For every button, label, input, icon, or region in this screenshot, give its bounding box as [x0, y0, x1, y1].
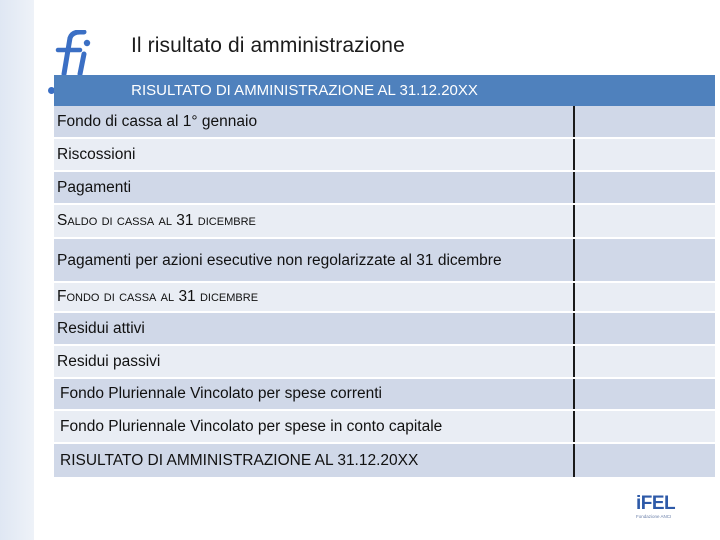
- slide-title: Il risultato di amministrazione: [131, 34, 405, 57]
- risultato-table: [54, 75, 715, 477]
- table-row: [54, 239, 715, 283]
- table-row: [54, 283, 715, 313]
- row-value: [575, 313, 715, 344]
- table-row: [54, 106, 715, 139]
- row-label: Residui attivi: [54, 313, 575, 344]
- row-value: [575, 346, 715, 377]
- row-value: [575, 444, 715, 477]
- row-value: [575, 239, 715, 281]
- row-label: Fondo Pluriennale Vincolato per spese in conto capitale: [54, 411, 575, 442]
- row-label: Fondo di cassa al 31 dicembre: [54, 283, 575, 311]
- row-label: Residui passivi: [54, 346, 575, 377]
- table-row: [54, 379, 715, 411]
- table-row: [54, 411, 715, 444]
- row-value: [575, 411, 715, 442]
- row-label: Saldo di cassa al 31 dicembre: [54, 205, 575, 237]
- row-value: [575, 283, 715, 311]
- ifel-logo: [636, 494, 676, 526]
- row-label: Pagamenti per azioni esecutive non regolarizzate al 31 dicembre: [54, 239, 575, 281]
- row-value: [575, 139, 715, 170]
- left-decorative-band: [0, 0, 34, 540]
- table-row: [54, 205, 715, 239]
- row-value: [575, 172, 715, 203]
- table-row-total: [54, 444, 715, 477]
- table-row: [54, 346, 715, 379]
- row-label: Riscossioni: [54, 139, 575, 170]
- ifel-brand-text: iFEL: [636, 493, 676, 514]
- table-row: [54, 172, 715, 205]
- row-value: [575, 106, 715, 137]
- ifel-tagline: Fondazione ANCI: [636, 514, 672, 519]
- table-row: [54, 313, 715, 346]
- table-row: [54, 139, 715, 172]
- row-label: Fondo di cassa al 1° gennaio: [54, 106, 575, 137]
- table-header: [54, 75, 715, 106]
- row-label: Pagamenti: [54, 172, 575, 203]
- table-header-text: RISULTATO DI AMMINISTRAZIONE AL 31.12.20XX: [131, 82, 478, 99]
- row-value: [575, 379, 715, 409]
- fi-brand-icon: [54, 30, 102, 76]
- row-value: [575, 205, 715, 237]
- row-label: Fondo Pluriennale Vincolato per spese correnti: [54, 379, 575, 409]
- row-label-total: RISULTATO DI AMMINISTRAZIONE AL 31.12.20XX: [54, 444, 575, 477]
